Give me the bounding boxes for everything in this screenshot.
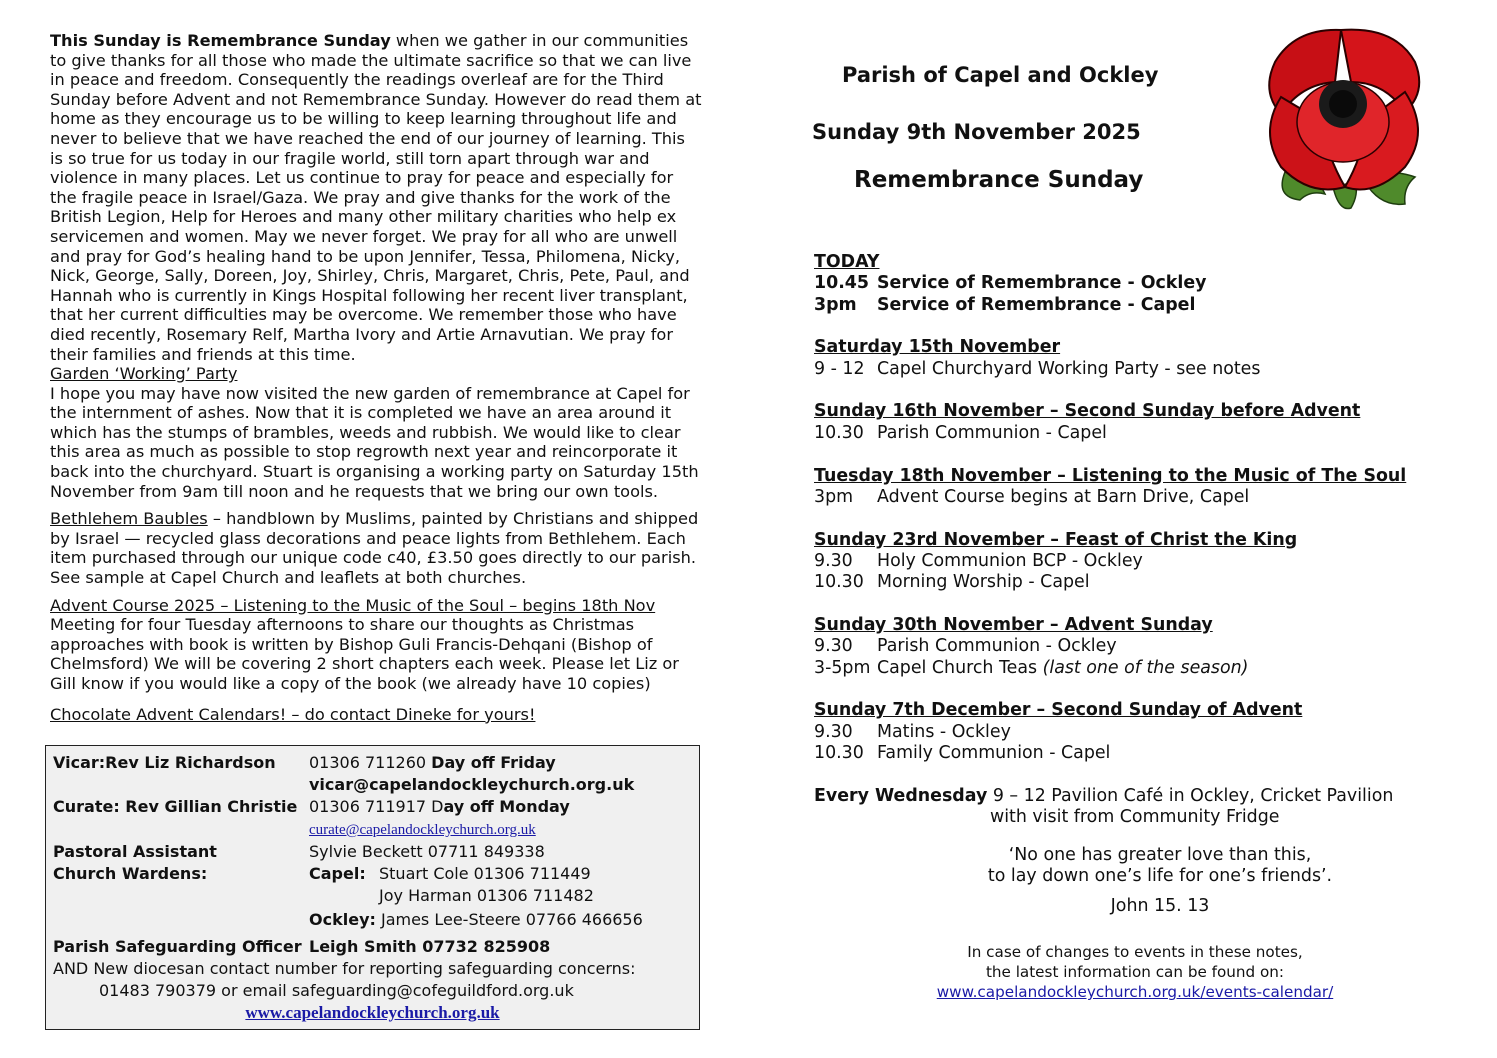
advent-heading [50, 596, 702, 616]
sun23-heading: Sunday 23rd November – Feast of Christ the King [814, 529, 1298, 550]
intro-text: when we gather in our communities to give thanks for all those who made the ultimate sacrifice so that we can live in peace and freedom. Consequently the readings overleaf are for the Third Sunday before Advent and not Remembrance Sunday. However do read them at home as they encourage us to be willing to keep learning throughout life and never to believe that we have reached the end of our journey of learning. This is so true for us today in our fragile world, still torn apart through war and violence in many places. Let us continue to pray for peace and especially for the fragile peace in Israel/Gaza. We pray and give thanks for the work of the British Legion, Help for Heroes and many other military charities who help ex servicemen and women. May we never forget. We pray for all who are unwell and pray for God’s healing hand to be upon Jennifer, Tessa, Philomena, Nicky, Nick, George, Sally, Doreen, Joy, Shirley, Chris, Margaret, Chris, Pete, Paul, and Hannah who is currently in Kings Hospital following her recent liver transplant, that her current difficulties may be overcome. We remember those who have died recently, Rosemary Relf, Martha Ivory and Artie Arnavutian. We pray for their families and friends at this time. [50, 31, 702, 364]
sun30-block [814, 615, 1454, 679]
wednesday-block [814, 786, 1454, 829]
pastoral-label: Pastoral Assistant [53, 842, 217, 861]
ockley-label: Ockley: [309, 910, 376, 929]
advent-text: Meeting for four Tuesday afternoons to share our thoughts as Christmas approaches with book is written by Bishop Guli Francis-Dehqani (Bishop of Chelmsford) We will be covering 2 short chapters each week. Please let Liz or Gill know if you would like a copy of the book (we already have 10 copies) [50, 615, 679, 693]
ockley-warden-row [53, 909, 692, 931]
event-time: 9 - 12 [814, 358, 865, 379]
vicar-details [309, 752, 692, 774]
contact-box [45, 745, 700, 1030]
sat15-block [814, 337, 1454, 380]
event-text: Parish Communion - Capel [877, 422, 1107, 443]
event-text: Family Communion - Capel [877, 743, 1111, 764]
event-line [814, 273, 1454, 294]
quote-reference: John 15. 13 [1110, 896, 1210, 916]
wednesday-text: 9 – 12 Pavilion Café in Ockley, Cricket Pavilion [987, 785, 1394, 806]
safeguarding-value: Leigh Smith 07732 825908 [309, 937, 551, 956]
curate-dayoff: ay off Monday [443, 797, 570, 816]
pastoral-row [53, 841, 692, 863]
event-time: 9.30 [814, 550, 853, 571]
event-note: (last one of the season) [1042, 657, 1249, 678]
website-link[interactable]: www.capelandockleychurch.org.uk [245, 1003, 500, 1022]
event-time: 9.30 [814, 636, 853, 657]
quote-line-2: to lay down one’s life for one’s friends’. [987, 866, 1333, 886]
garden-heading [50, 364, 702, 384]
capel-label: Capel: [309, 864, 366, 883]
event-text: Matins - Ockley [877, 721, 1011, 742]
capel-warden-2: Joy Harman 01306 711482 [379, 886, 594, 905]
occasion-title: Remembrance Sunday [854, 167, 1144, 193]
event-line [814, 551, 1454, 572]
sun30-heading: Sunday 30th November – Advent Sunday [814, 615, 1213, 636]
vicar-email-row [53, 774, 692, 796]
today-heading: TODAY [814, 252, 880, 272]
safeguarding-label: Parish Safeguarding Officer [53, 937, 302, 956]
intro-bold: This Sunday is Remembrance Sunday [50, 31, 391, 50]
curate-email-row [53, 818, 692, 841]
sun23-block [814, 530, 1454, 594]
curate-label: Curate: Rev Gillian Christie [53, 797, 298, 816]
sat15-heading: Saturday 15th November [814, 337, 1061, 358]
left-column [50, 31, 702, 724]
vicar-label: Vicar:Rev Liz Richardson [53, 753, 276, 772]
event-line [814, 636, 1454, 657]
event-text: Morning Worship - Capel [877, 572, 1090, 593]
wardens-label: Church Wardens: [53, 864, 208, 883]
event-line [814, 743, 1454, 764]
quote-line-1: ‘No one has greater love than this, [1008, 845, 1312, 865]
wednesday-bold: Every Wednesday [814, 785, 988, 806]
scripture-quote [940, 845, 1380, 917]
event-time: 10.30 [814, 572, 864, 593]
event-line [814, 295, 1454, 316]
wardens-row-2 [53, 885, 692, 907]
diocesan-line: AND New diocesan contact number for reporting safeguarding concerns: [53, 959, 636, 978]
intro-paragraph [50, 31, 702, 364]
event-line [814, 423, 1454, 444]
event-text: Advent Course begins at Barn Drive, Capel [877, 486, 1250, 507]
pastoral-value: Sylvie Beckett 07711 849338 [309, 842, 545, 861]
sun16-block [814, 401, 1454, 444]
event-line [814, 487, 1454, 508]
safeguarding-row [53, 936, 692, 958]
changes-notice [900, 942, 1370, 1002]
curate-email-link[interactable]: curate@capelandockleychurch.org.uk [309, 822, 536, 838]
sun16-heading: Sunday 16th November – Second Sunday before Advent [814, 401, 1361, 422]
vicar-phone: 01306 711260 [309, 753, 432, 772]
parish-title: Parish of Capel and Ockley [842, 63, 1159, 87]
service-date: Sunday 9th November 2025 [812, 120, 1141, 144]
event-time: 3pm [814, 294, 857, 315]
event-text: Service of Remembrance - Capel [877, 294, 1196, 315]
event-line [814, 359, 1454, 380]
vicar-email[interactable]: vicar@capelandockleychurch.org.uk [309, 775, 635, 794]
vicar-dayoff: Day off Friday [431, 753, 556, 772]
baubles-paragraph [50, 509, 702, 587]
poppy-icon [1255, 22, 1427, 217]
events-list [814, 252, 1454, 828]
event-text: Capel Church Teas [877, 657, 1043, 678]
ockley-warden: James Lee-Steere 07766 466656 [375, 910, 643, 929]
event-text: Holy Communion BCP - Ockley [877, 550, 1143, 571]
event-text: Capel Churchyard Working Party - see notes [877, 358, 1261, 379]
baubles-text: – handblown by Muslims, painted by Christians and shipped by Israel — recycled glass decorations and peace lights from Bethlehem. Each item purchased through our unique code c40, £3.50 goes directly to our parish. See sample at Capel Church and leaflets at both churches. [50, 509, 699, 588]
capel-warden-1: Stuart Cole 01306 711449 [379, 864, 591, 883]
events-calendar-link[interactable]: www.capelandockleychurch.org.uk/events-calendar/ [936, 983, 1334, 1001]
dec7-block [814, 700, 1454, 764]
event-text: Parish Communion - Ockley [877, 636, 1117, 657]
event-text: Service of Remembrance - Ockley [877, 273, 1207, 294]
event-time: 9.30 [814, 721, 853, 742]
capel-wardens [309, 863, 692, 885]
event-time: 3-5pm [814, 657, 871, 678]
diocesan-contact: 01483 790379 or email safeguarding@cofeguildford.org.uk [99, 981, 574, 1000]
baubles-heading: Bethlehem Baubles [50, 509, 208, 529]
event-time: 3pm [814, 486, 854, 507]
tue18-block [814, 466, 1454, 509]
event-time: 10.45 [814, 273, 870, 294]
tue18-heading: Tuesday 18th November – Listening to the Music of The Soul [814, 465, 1407, 486]
wednesday-line-2: with visit from Community Fridge [990, 807, 1280, 828]
event-time: 10.30 [814, 422, 864, 443]
dec7-heading: Sunday 7th December – Second Sunday of Advent [814, 700, 1303, 721]
wednesday-line [814, 786, 1454, 807]
chocolate-text: Chocolate Advent Calendars! – do contact Dineke for yours! [50, 704, 536, 724]
garden-text: I hope you may have now visited the new garden of remembrance at Capel for the internment of ashes. Now that it is completed we have an area around it which has the stumps of brambles, weeds and rubbish. We would like to clear this area as much as possible to stop regrowth next year and reincorporate it back into the churchyard. Stuart is organising a working party on Saturday 15th November from 9am till noon and he requests that we bring our own tools. [50, 383, 699, 501]
notice-line-2: the latest information can be found on: [985, 963, 1285, 981]
chocolate-line [50, 705, 702, 725]
notice-line-1: In case of changes to events in these notes, [967, 943, 1303, 961]
event-line [814, 722, 1454, 743]
event-line [814, 658, 1454, 679]
curate-details [309, 796, 692, 818]
advent-heading-text: Advent Course 2025 – Listening to the Music of the Soul – begins 18th Nov [50, 595, 656, 615]
curate-row [53, 796, 692, 818]
today-block [814, 252, 1454, 316]
event-time: 10.30 [814, 743, 864, 764]
garden-heading-text: Garden ‘Working’ Party [50, 364, 238, 384]
wardens-row [53, 863, 692, 885]
curate-phone: 01306 711917 D [309, 797, 444, 816]
vicar-row [53, 752, 692, 774]
event-line [814, 572, 1454, 593]
